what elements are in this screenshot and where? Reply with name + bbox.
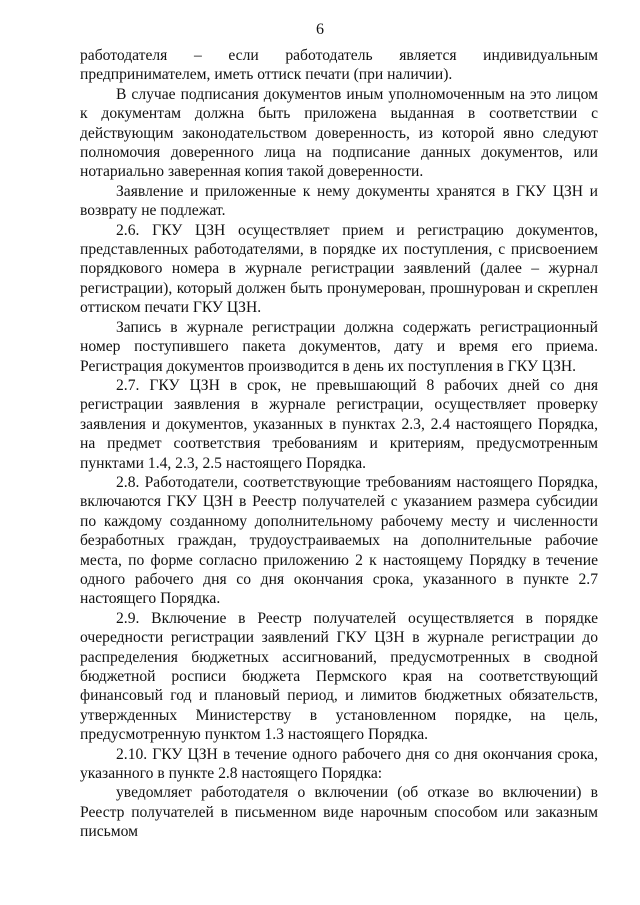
paragraph-registration-record: Запись в журнале регистрации должна содержать регистрационный номер поступившего пакета документов, дату и время его приема. Регистрация документов производится в день их поступления в ГКУ ЦЗН. bbox=[80, 318, 598, 375]
paragraph-section-2-9: 2.9. Включение в Реестр получателей осуществляется в порядке очередности регистрации заявлений ГКУ ЦЗН в журнале регистрации до распределения бюджетных ассигнований, предусмотренных в сводной бюджетной росписи бюджета Пермского края на соответствующий финансовый год и плановый период, и лимитов бюджетных обязательств, утвержденных Министерству в установленном порядке, на цель, предусмотренную пунктом 1.3 настоящего Порядка. bbox=[80, 609, 598, 744]
paragraph-section-2-6: 2.6. ГКУ ЦЗН осуществляет прием и регистрацию документов, представленных работодателями, в порядке их поступления, с присвоением порядкового номера в журнале регистрации заявлений (далее – журнал регистрации), который должен быть пронумерован, прошнурован и скреплен оттиском печати ГКУ ЦЗН. bbox=[80, 221, 598, 317]
paragraph-notification: уведомляет работодателя о включении (об отказе во включении) в Реестр получателей в письменном виде нарочным способом или заказным письмом bbox=[80, 784, 598, 841]
paragraph-section-2-10: 2.10. ГКУ ЦЗН в течение одного рабочего дня со дня окончания срока, указанного в пункте 2.8 настоящего Порядка: bbox=[80, 745, 598, 783]
paragraph-documents-storage: Заявление и приложенные к нему документы хранятся в ГКУ ЦЗН и возврату не подлежат. bbox=[80, 182, 598, 220]
paragraph-power-of-attorney: В случае подписания документов иным уполномоченным на это лицом к документам должна быть приложена выданная в соответствии с действующим законодательством доверенность, из которой явно следуют полномочия доверенного лица на подписание данных документов, или нотариально заверенная копия такой доверенности. bbox=[80, 85, 598, 181]
paragraph-section-2-7: 2.7. ГКУ ЦЗН в срок, не превышающий 8 рабочих дней со дня регистрации заявления в журнале регистрации, осуществляет проверку заявления и документов, указанных в пунктах 2.3, 2.4 настоящего Порядка, на предмет соответствия требованиям и критериям, предусмотренным пунктами 1.4, 2.3, 2.5 настоящего Порядка. bbox=[80, 376, 598, 472]
document-body bbox=[80, 46, 598, 842]
paragraph-section-2-8: 2.8. Работодатели, соответствующие требованиям настоящего Порядка, включаются ГКУ ЦЗН в Реестр получателей с указанием размера субсидии по каждому созданному дополнительному рабочему месту и численности безработных граждан, трудоустраиваемых на дополнительные рабочие места, по форме согласно приложению 2 к настоящему Порядку в течение одного рабочего дня со дня окончания срока, указанного в пункте 2.7 настоящего Порядка. bbox=[80, 473, 598, 608]
page-number: 6 bbox=[316, 21, 324, 38]
paragraph-employer-seal: работодателя – если работодатель является индивидуальным предпринимателем, иметь оттиск печати (при наличии). bbox=[80, 47, 598, 84]
